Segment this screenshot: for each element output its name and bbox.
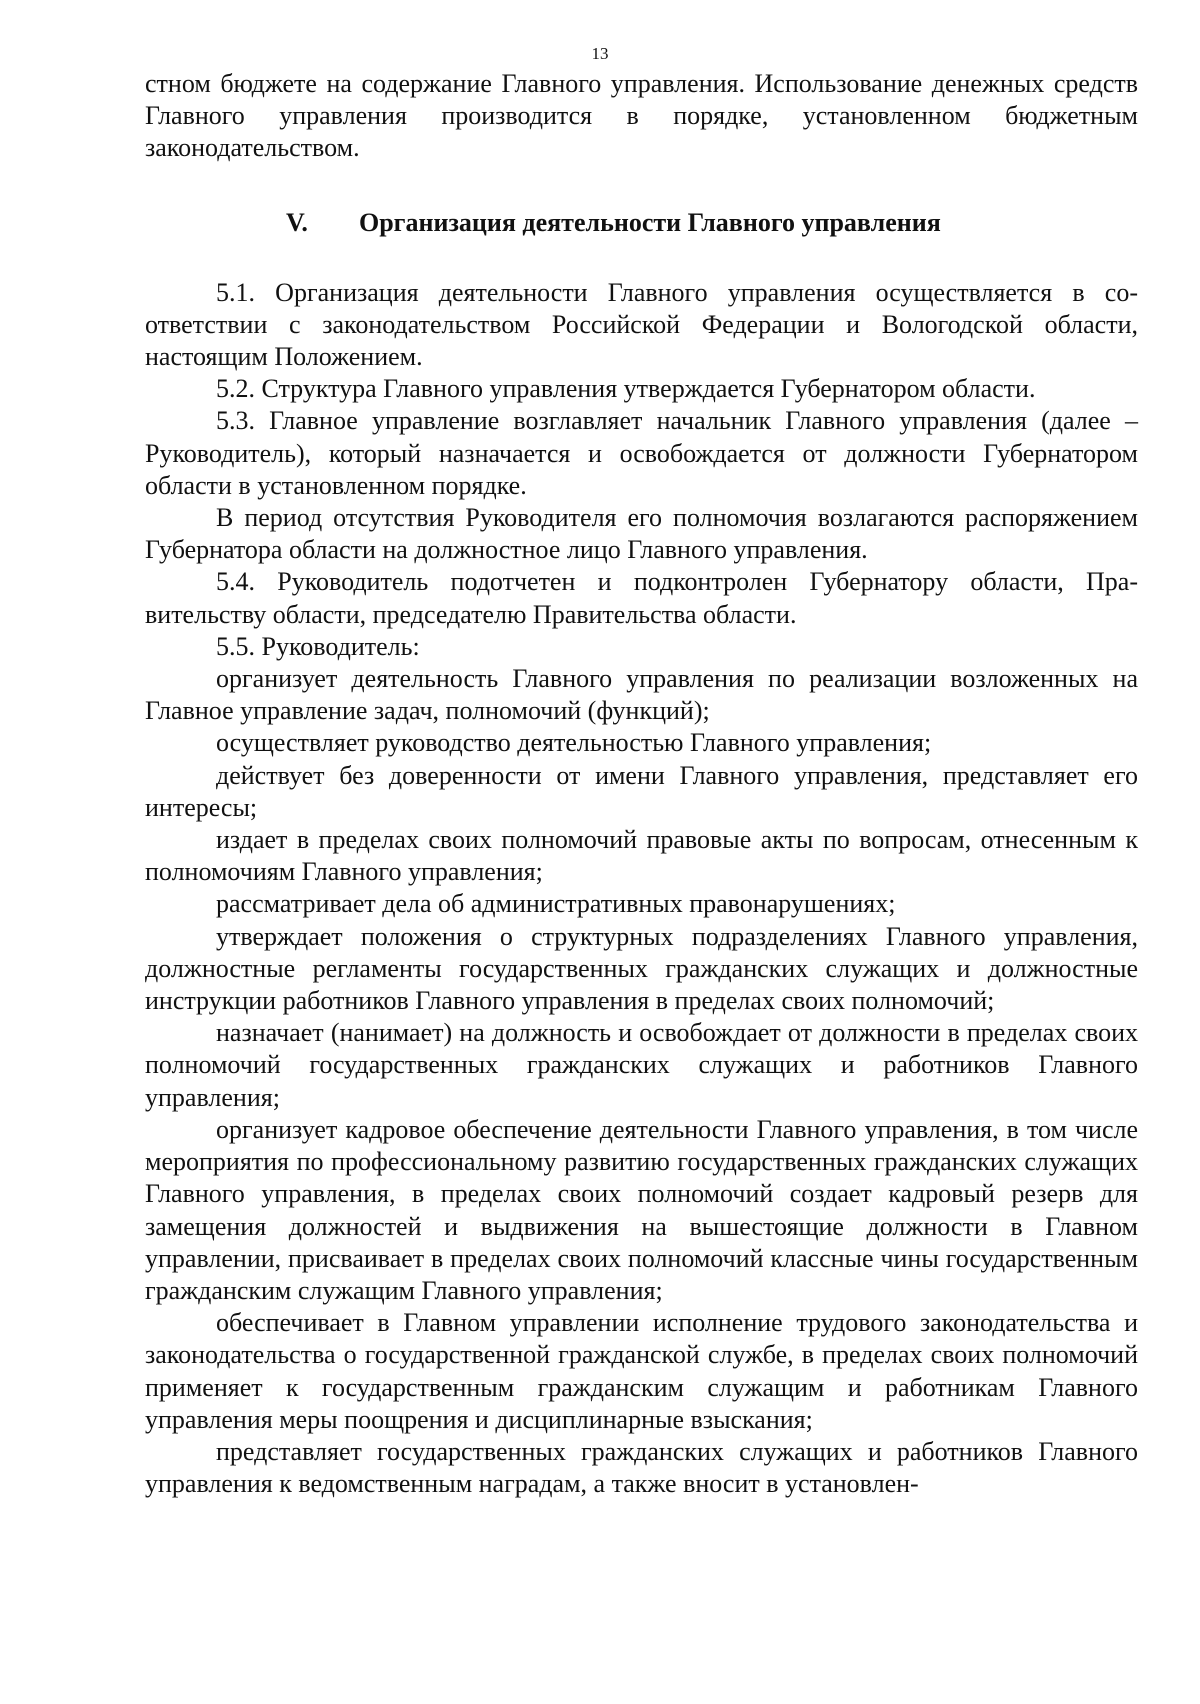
section-title: Организация деятельности Главного управления <box>359 207 941 237</box>
duty-personnel: организует кадровое обеспечение деятельности Главного управления, в том числе мероприятия по профессиональному развитию государственных гражданских служащих Главного управления, в пределах своих полномочий создает кадровый резерв для замещения должностей и выдвижения на вышестоящие должности в Главном управлении, присваивает в пределах своих полномочий классные чины государственным гражданским служащим Главного управления; <box>145 1114 1138 1305</box>
page-number: 13 <box>591 44 609 63</box>
paragraph-5-5: 5.5. Руководитель: <box>216 631 420 661</box>
duty-admin-offenses: рассматривает дела об административных правонарушениях; <box>216 889 896 919</box>
duty-legal-acts: издает в пределах своих полномочий правовые акты по вопросам, отнесенным к полномочиям Главного управления; <box>145 825 1138 887</box>
paragraph-5-3: 5.3. Главное управление возглавляет начальник Главного управления (далее – Руководитель), который назначается и освобождается от должности Губернатором области в установленном порядке. <box>145 406 1138 500</box>
paragraph-absence: В период отсутствия Руководителя его полномочия возлагаются распоряжением Губернатора области на должностное лицо Главного управления. <box>145 503 1138 565</box>
duty-awards: представляет государственных гражданских служащих и работников Главного управления к ведомственным наградам, а также вносит в установлен- <box>145 1436 1138 1499</box>
duty-organizes-activity: организует деятельность Главного управления по реализации возложенных на Главное управление задач, полномочий (функций); <box>145 664 1138 726</box>
paragraph-5-2: 5.2. Структура Главного управления утверждается Губернатором области. <box>216 374 1036 404</box>
duty-labor-law: обеспечивает в Главном управлении исполнение трудового законодательства и законодательства о государственной гражданской службе, в пределах своих полномочий применяет к государственным гражданским служащим и работникам Главного управления меры поощрения и дисциплинарные взыскания; <box>145 1308 1138 1434</box>
paragraph-5-4: 5.4. Руководитель подотчетен и подконтролен Губернатору области, Правительству области, председателю Правительства области. <box>145 567 1138 629</box>
section-number: V. <box>286 207 308 237</box>
intro-paragraph: стном бюджете на содержание Главного управления. Использование денежных средств Главного управления производится в порядке, установленном бюджетным законодательством. <box>145 69 1138 163</box>
document-body <box>145 68 1138 1500</box>
duty-approves-regulations: утверждает положения о структурных подразделениях Главного управления, должностные регламенты государственных гражданских служащих и должностные инструкции работников Главного управления в пределах своих полномочий; <box>145 921 1138 1016</box>
duty-leadership: осуществляет руководство деятельностью Главного управления; <box>216 728 932 758</box>
paragraph-5-1: 5.1. Организация деятельности Главного управления осуществляется в соответствии с законодательством Российской Федерации и Вологодской области, настоящим Положением. <box>145 277 1138 372</box>
duty-appoints: назначает (нанимает) на должность и освобождает от должности в пределах своих полномочий государственных гражданских служащих и работников Главного управления; <box>145 1018 1138 1112</box>
section-heading <box>145 207 1138 239</box>
duty-represents: действует без доверенности от имени Главного управления, представляет его интересы; <box>145 760 1138 822</box>
